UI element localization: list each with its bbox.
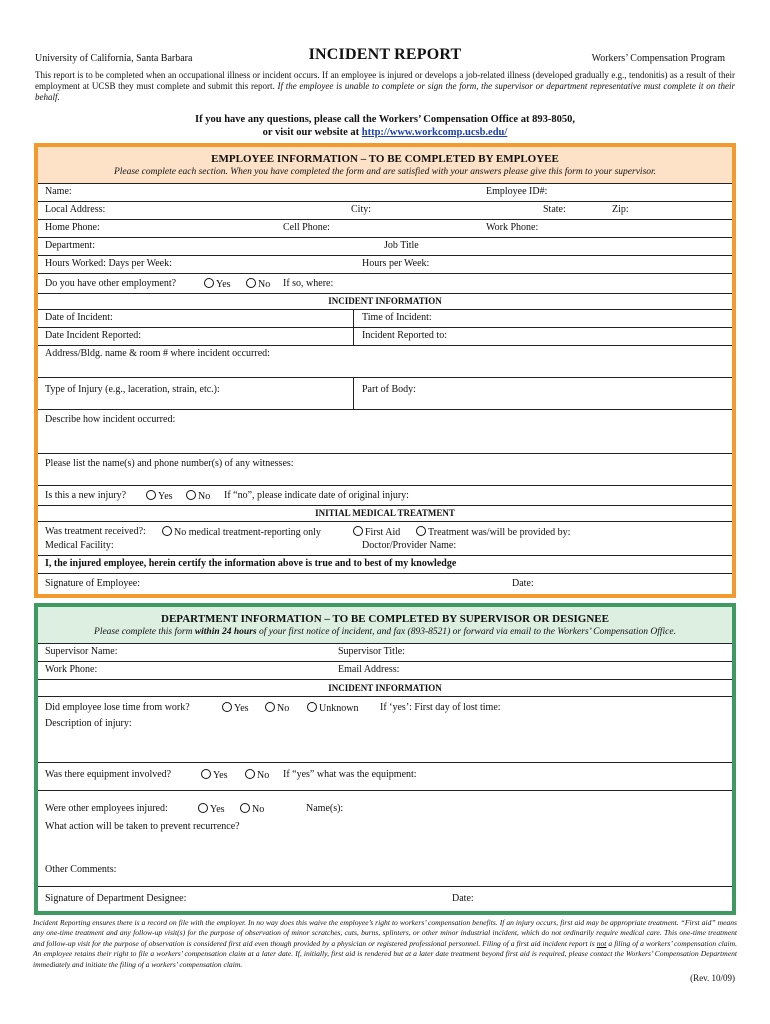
description-of-injury-field[interactable]: Description of injury:: [45, 718, 132, 729]
other-employment-no[interactable]: [246, 278, 270, 290]
incident-info-heading-text: INCIDENT INFORMATION: [328, 296, 442, 306]
no-medical-treatment-option[interactable]: [162, 526, 321, 538]
supervisor-email-field[interactable]: Email Address:: [338, 664, 400, 675]
subtitle-part-c: of your first notice of incident, and fax (893-8521) or forward via email to the Workers’ Compensation Office.: [256, 627, 676, 637]
row-designee-signature: [38, 886, 732, 911]
row-phones: [38, 219, 732, 237]
first-aid-label: First Aid: [365, 527, 401, 538]
other-comments-field[interactable]: Other Comments:: [45, 864, 117, 875]
supervisor-title-field[interactable]: Supervisor Title:: [338, 646, 405, 657]
employee-section-subtitle: Please complete each section. When you have completed the form and are satisfied with your answers please give this form to your supervisor.: [113, 167, 657, 177]
employee-signature-field[interactable]: Signature of Employee:: [45, 578, 140, 589]
treatment-received-question: Was treatment received?:: [45, 526, 146, 537]
describe-incident-field[interactable]: Describe how incident occurred:: [45, 414, 176, 425]
divider: [353, 310, 354, 327]
treatment-provided-label: Treatment was/will be provided by:: [428, 527, 571, 538]
radio-icon[interactable]: [186, 490, 196, 500]
designee-signature-field[interactable]: Signature of Department Designee:: [45, 893, 187, 904]
row-other-injured: [38, 790, 732, 842]
radio-icon[interactable]: [245, 769, 255, 779]
program-name: Workers’ Compensation Program: [591, 53, 725, 64]
contact-line-2: [0, 126, 770, 139]
state-field[interactable]: State:: [543, 204, 566, 215]
incident-location-field[interactable]: Address/Bldg. name & room # where incident occurred:: [45, 348, 270, 359]
intro-italic: If the employee is unable to complete or sign the form, the supervisor or department representative must complete it on their behalf.: [35, 81, 735, 103]
row-certify: [38, 555, 732, 573]
department-incident-heading: [38, 679, 732, 696]
row-injury-type: [38, 377, 732, 409]
radio-icon[interactable]: [353, 526, 363, 536]
hours-worked-field[interactable]: Hours Worked: Days per Week:: [45, 258, 172, 269]
equipment-description-field[interactable]: If “yes” what was the equipment:: [283, 769, 417, 780]
row-new-injury: [38, 485, 732, 505]
radio-icon[interactable]: [146, 490, 156, 500]
radio-icon[interactable]: [204, 278, 214, 288]
new-injury-no[interactable]: [186, 490, 210, 502]
no-label: No: [258, 279, 271, 290]
other-injured-no[interactable]: [240, 803, 264, 815]
radio-icon[interactable]: [307, 702, 317, 712]
reported-to-field[interactable]: Incident Reported to:: [362, 330, 447, 341]
contact-line-1: If you have any questions, please call the Workers’ Compensation Office at 893-8050,: [195, 114, 575, 125]
new-injury-yes[interactable]: [146, 490, 173, 502]
doctor-name-field[interactable]: Doctor/Provider Name:: [362, 540, 457, 551]
employee-section-header: [38, 147, 732, 183]
cell-phone-field[interactable]: Cell Phone:: [283, 222, 330, 233]
row-hours: [38, 255, 732, 273]
medical-treatment-heading: [38, 505, 732, 521]
local-address-field[interactable]: Local Address:: [45, 204, 106, 215]
intro-text: This report is to be completed when an occupational illness or incident occurs. If an employee is injured or develops a job-related illness (developed gradually e.g., tendonitis) as a result of their employment at UCSB they must complete and submit this report.: [35, 70, 735, 92]
revision-date: (Rev. 10/09): [690, 973, 735, 983]
type-of-injury-field[interactable]: Type of Injury (e.g., laceration, strain, etc.):: [45, 384, 220, 395]
part-of-body-field[interactable]: Part of Body:: [362, 384, 416, 395]
first-aid-option[interactable]: [353, 526, 400, 538]
witnesses-field[interactable]: Please list the name(s) and phone number(s) of any witnesses:: [45, 458, 294, 469]
employee-section-title: EMPLOYEE INFORMATION – TO BE COMPLETED BY EMPLOYEE: [211, 153, 559, 165]
website-link[interactable]: http://www.workcomp.ucsb.edu/: [361, 127, 508, 138]
other-injured-yes[interactable]: [198, 803, 225, 815]
row-incident-date: [38, 309, 732, 327]
contact-block: [0, 113, 770, 139]
treatment-provided-option[interactable]: [416, 526, 570, 538]
department-section-title: DEPARTMENT INFORMATION – TO BE COMPLETED BY SUPERVISOR OR DESIGNEE: [161, 613, 609, 625]
city-field[interactable]: City:: [351, 204, 372, 215]
unknown-label: Unknown: [319, 703, 359, 714]
row-witnesses: [38, 453, 732, 485]
row-employee-signature: [38, 573, 732, 594]
job-title-field[interactable]: Job Title: [384, 240, 419, 251]
supervisor-name-field[interactable]: Supervisor Name:: [45, 646, 118, 657]
row-incident-reported: [38, 327, 732, 345]
lose-time-unknown[interactable]: [307, 702, 358, 714]
row-address: [38, 201, 732, 219]
other-employment-yes[interactable]: [204, 278, 231, 290]
row-other-employment: [38, 273, 732, 293]
radio-icon[interactable]: [198, 803, 208, 813]
new-injury-question: Is this a new injury?: [45, 490, 127, 501]
footer-text: Incident Reporting ensures there is a record on file with the employer. In no way does this waive the employee’s right to workers’ compensation benefits. If an injury occurs, first aid may be appropriate treatment. “First aid” means any one-time treatment and any follow-up visit(s) for the purpose of observation of minor scratches, cuts, burns, splinters, or other minor industrial incident, which do not ordinarily require medical care. This one-time treatment and follow-up visit for the purpose of observation is considered first aid even though provided by a physician or registered professional personnel. Filing of a first aid incident report is: [33, 918, 737, 948]
yes-label: Yes: [213, 770, 228, 781]
row-supervisor: [38, 643, 732, 661]
row-treatment: [38, 521, 732, 555]
medical-treatment-heading-text: INITIAL MEDICAL TREATMENT: [315, 508, 455, 518]
lose-time-no[interactable]: [265, 702, 289, 714]
row-lose-time: [38, 696, 732, 716]
name-field[interactable]: Name:: [45, 186, 72, 197]
employee-id-field[interactable]: Employee ID#:: [486, 186, 548, 197]
other-injured-question: Were other employees injured:: [45, 803, 168, 814]
row-department: [38, 237, 732, 255]
certification-statement: I, the injured employee, herein certify the information above is true and to best of my knowledge: [45, 558, 457, 569]
row-describe: [38, 409, 732, 453]
row-description: [38, 716, 732, 762]
subtitle-deadline: within 24 hours: [194, 627, 257, 637]
no-label: No: [252, 804, 265, 815]
radio-icon[interactable]: [162, 526, 172, 536]
yes-label: Yes: [216, 279, 231, 290]
incident-info-heading: [38, 293, 732, 309]
equipment-no[interactable]: [245, 769, 269, 781]
intro-paragraph: [35, 70, 735, 104]
equipment-question: Was there equipment involved?: [45, 769, 172, 780]
no-medical-label: No medical treatment-reporting only: [174, 527, 321, 538]
row-supervisor-contact: [38, 661, 732, 679]
prevent-recurrence-field[interactable]: What action will be taken to prevent recurrence?: [45, 821, 240, 832]
department-field[interactable]: Department:: [45, 240, 95, 251]
department-incident-heading-text: INCIDENT INFORMATION: [328, 683, 442, 693]
injured-names-field[interactable]: Name(s):: [306, 803, 344, 814]
yes-label: Yes: [210, 804, 225, 815]
date-reported-field[interactable]: Date Incident Reported:: [45, 330, 142, 341]
employee-section: [34, 143, 736, 598]
footer-disclaimer: [33, 918, 737, 970]
department-section-subtitle: [38, 627, 732, 637]
department-section: [34, 603, 736, 915]
employee-signature-date-field[interactable]: Date:: [512, 578, 534, 589]
contact-line-2-text: or visit our website at: [262, 127, 362, 138]
radio-icon[interactable]: [246, 278, 256, 288]
radio-icon[interactable]: [222, 702, 232, 712]
equipment-yes[interactable]: [201, 769, 228, 781]
divider: [353, 378, 354, 409]
no-label: No: [198, 491, 211, 502]
subtitle-part-a: Please complete this form: [94, 627, 195, 637]
hours-per-week-field[interactable]: Hours per Week:: [362, 258, 430, 269]
university-name: University of California, Santa Barbara: [35, 53, 193, 64]
radio-icon[interactable]: [240, 803, 250, 813]
footer-not: not: [596, 938, 607, 948]
yes-label: Yes: [158, 491, 173, 502]
other-employment-question: Do you have other employment?: [45, 278, 177, 289]
supervisor-work-phone-field[interactable]: Work Phone:: [45, 664, 98, 675]
home-phone-field[interactable]: Home Phone:: [45, 222, 100, 233]
row-equipment: [38, 762, 732, 790]
date-of-incident-field[interactable]: Date of Incident:: [45, 312, 113, 323]
form-title: INCIDENT REPORT: [308, 46, 462, 63]
yes-label: Yes: [234, 703, 249, 714]
divider: [353, 328, 354, 345]
other-employment-where[interactable]: If so, where:: [283, 278, 334, 289]
lose-time-question: Did employee lose time from work?: [45, 702, 190, 713]
original-injury-date-field[interactable]: If “no”, please indicate date of original injury:: [224, 490, 409, 501]
radio-icon[interactable]: [265, 702, 275, 712]
designee-signature-date-field[interactable]: Date:: [452, 893, 474, 904]
radio-icon[interactable]: [201, 769, 211, 779]
no-label: No: [277, 703, 290, 714]
row-name: [38, 183, 732, 201]
work-phone-field[interactable]: Work Phone:: [486, 222, 539, 233]
row-other-comments: [38, 842, 732, 886]
department-section-header: [38, 607, 732, 643]
no-label: No: [257, 770, 270, 781]
zip-field[interactable]: Zip:: [612, 204, 629, 215]
first-day-lost-field[interactable]: If ‘yes’: First day of lost time:: [380, 702, 501, 713]
footer-text-2: a filing of a workers’ compensation claim. An employee retains their right to file a workers’ compensation claim at a later date. If, initially, first aid is rendered but at a later date treatment beyond first aid is required, please contact the Workers’ Compensation Department immediately and initiate the filing of a workers’ compensation claim.: [33, 938, 737, 969]
radio-icon[interactable]: [416, 526, 426, 536]
time-of-incident-field[interactable]: Time of Incident:: [362, 312, 432, 323]
row-address-bldg: [38, 345, 732, 377]
medical-facility-field[interactable]: Medical Facility:: [45, 540, 114, 551]
lose-time-yes[interactable]: [222, 702, 249, 714]
